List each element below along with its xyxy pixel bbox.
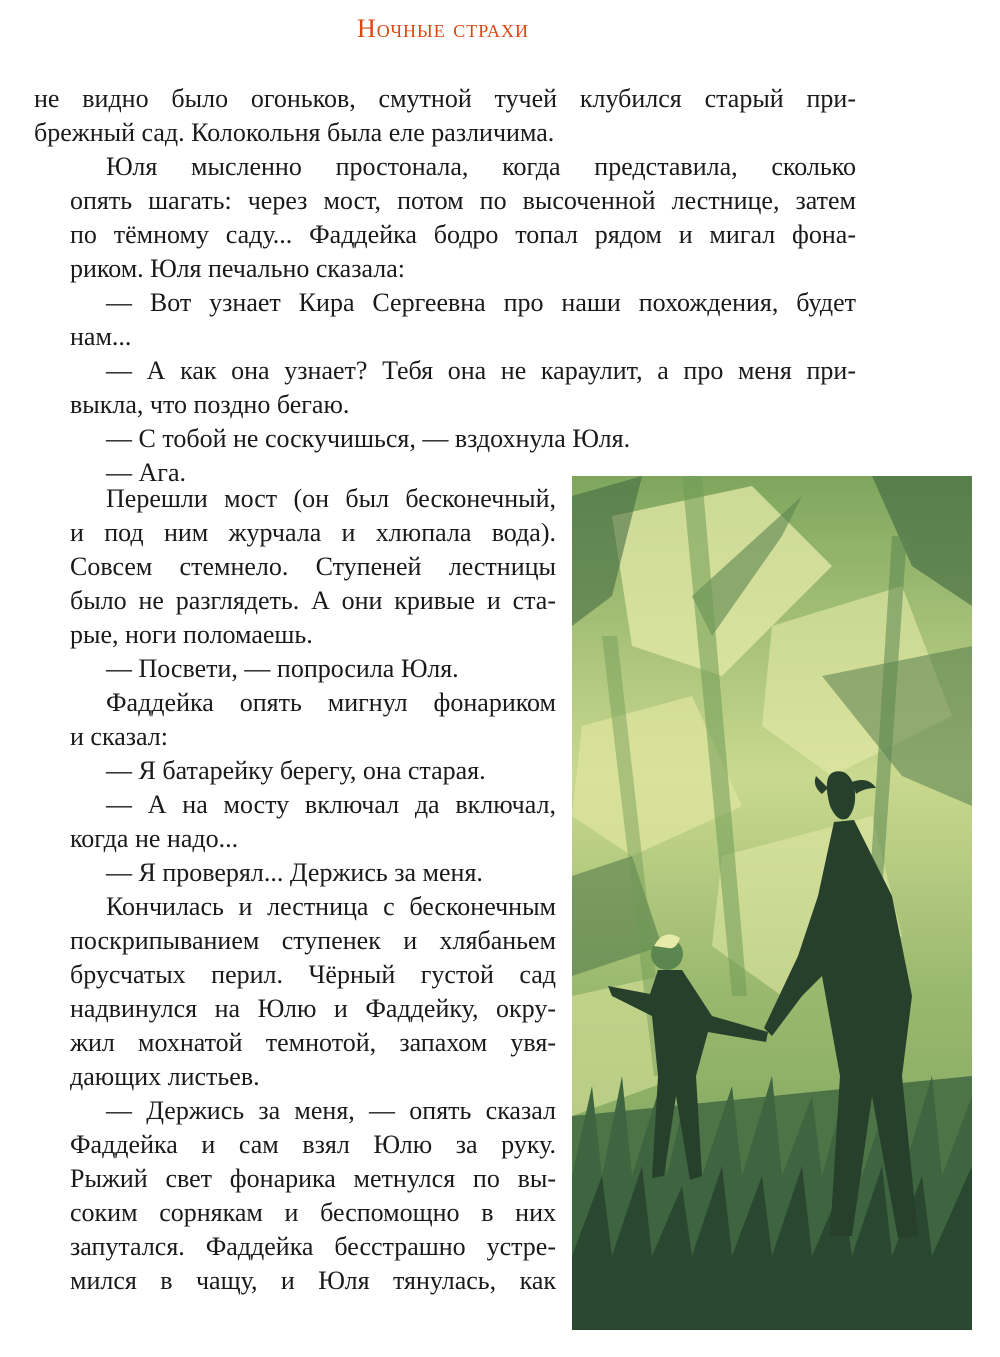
text-line: запутался. Фаддейка бесстрашно устре- bbox=[70, 1232, 556, 1261]
text-line: брежный сад. Колокольня была еле различима. bbox=[34, 118, 555, 147]
paragraph bbox=[34, 856, 556, 890]
paragraph bbox=[34, 354, 856, 422]
text-line: — Вот узнает Кира Сергеевна про наши похождения, будет bbox=[106, 288, 856, 317]
text-block-full-width bbox=[34, 82, 856, 490]
text-line: нам... bbox=[70, 322, 132, 351]
text-line: — А как она узнает? Тебя она не караулит, а про меня при- bbox=[106, 356, 856, 385]
text-line: соким сорнякам и беспомощно в них bbox=[70, 1198, 556, 1227]
text-line: риком. Юля печально сказала: bbox=[70, 254, 405, 283]
paragraph bbox=[34, 754, 556, 788]
paragraph bbox=[34, 1094, 556, 1298]
text-line: было не разглядеть. А они кривые и ста- bbox=[70, 586, 556, 615]
text-line: — С тобой не соскучишься, — вздохнула Юля. bbox=[106, 424, 631, 453]
text-line: Кончилась и лестница с бесконечным bbox=[106, 892, 556, 921]
illustration-night-garden bbox=[572, 476, 972, 1330]
text-line: — Я батарейку берегу, она старая. bbox=[106, 756, 486, 785]
illustration-artwork bbox=[572, 476, 972, 1330]
paragraph bbox=[34, 286, 856, 354]
text-line: брусчатых перил. Чёрный густой сад bbox=[70, 960, 556, 989]
text-line: Фаддейка опять мигнул фонариком bbox=[106, 688, 556, 717]
text-line: и под ним журчала и хлюпала вода). bbox=[70, 518, 556, 547]
paragraph bbox=[34, 652, 556, 686]
text-line: Совсем стемнело. Ступеней лестницы bbox=[70, 552, 556, 581]
text-line: — Я проверял... Держись за меня. bbox=[106, 858, 483, 887]
text-line: когда не надо... bbox=[70, 824, 239, 853]
text-line: Перешли мост (он был бесконечный, bbox=[106, 484, 556, 513]
paragraph bbox=[34, 482, 556, 652]
text-line: — А на мосту включал да включал, bbox=[106, 790, 556, 819]
text-line: по тёмному саду... Фаддейка бодро топал рядом и мигал фона- bbox=[70, 220, 856, 249]
paragraph bbox=[34, 150, 856, 286]
text-line: — Посвети, — попросила Юля. bbox=[106, 654, 459, 683]
running-head: Ночные страхи bbox=[357, 14, 529, 43]
text-line: выкла, что поздно бегаю. bbox=[70, 390, 350, 419]
paragraph bbox=[34, 422, 856, 456]
text-line: не видно было огоньков, смутной тучей клубился старый при- bbox=[34, 84, 856, 113]
text-line: Рыжий свет фонарика метнулся по вы- bbox=[70, 1164, 556, 1193]
text-line: опять шагать: через мост, потом по высоченной лестнице, затем bbox=[70, 186, 856, 215]
text-line: рые, ноги поломаешь. bbox=[70, 620, 313, 649]
text-line: Юля мысленно простонала, когда представила, сколько bbox=[106, 152, 856, 181]
text-block-beside-illustration bbox=[34, 482, 556, 1298]
text-line: — Держись за меня, — опять сказал bbox=[106, 1096, 556, 1125]
text-line: мился в чащу, и Юля тянулась, как bbox=[70, 1266, 556, 1295]
text-line: надвинулся на Юлю и Фаддейку, окру- bbox=[70, 994, 556, 1023]
text-line: Фаддейка и сам взял Юлю за руку. bbox=[70, 1130, 556, 1159]
text-line: дающих листьев. bbox=[70, 1062, 260, 1091]
text-line: жил мохнатой темнотой, запахом увя- bbox=[70, 1028, 556, 1057]
paragraph bbox=[34, 890, 556, 1094]
paragraph bbox=[34, 788, 556, 856]
text-line: — Ага. bbox=[106, 458, 186, 487]
text-line: и сказал: bbox=[70, 722, 168, 751]
paragraph bbox=[34, 686, 556, 754]
paragraph bbox=[34, 82, 856, 150]
text-line: поскрипыванием ступенек и хлябаньем bbox=[70, 926, 556, 955]
